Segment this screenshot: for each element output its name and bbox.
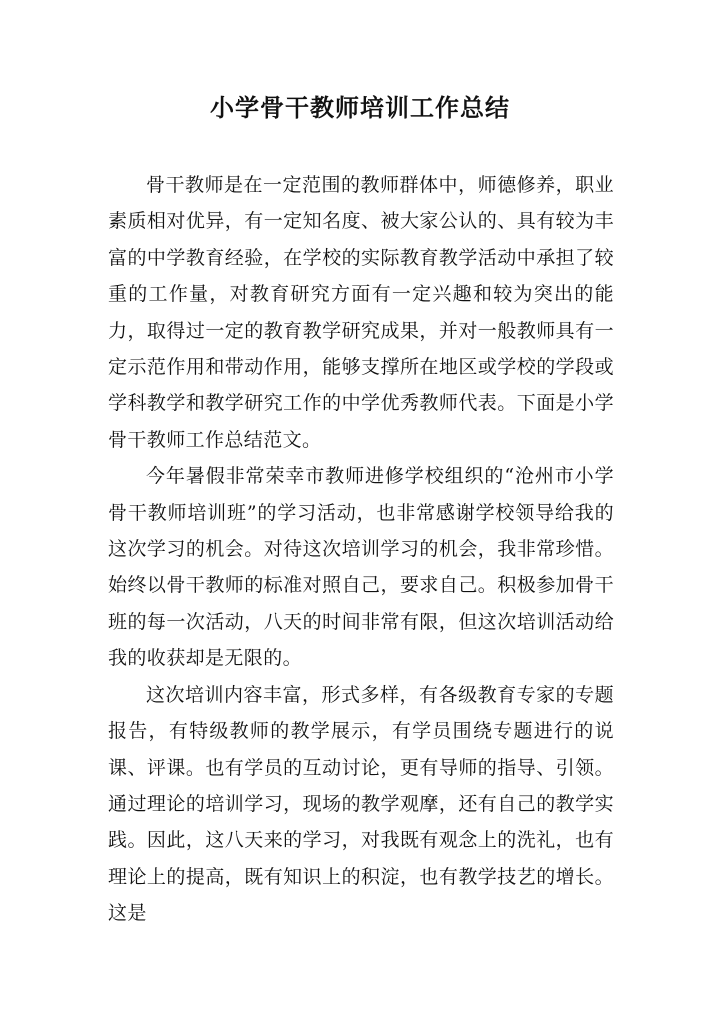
paragraph-training-activity: 今年暑假非常荣幸市教师进修学校组织的“沧州市小学骨干教师培训班”的学习活动，也非常感谢学校领导给我的这次学习的机会。对待这次培训学习的机会，我非常珍惜。始终以骨干教师的标准对照自己，要求自己。积极参加骨干班的每一次活动，八天的时间非常有限，但这次培训活动给我的收获却是无限的。 xyxy=(108,465,614,670)
document-body xyxy=(108,167,614,932)
paragraph-intro: 骨干教师是在一定范围的教师群体中，师德修养，职业素质相对优异，有一定知名度、被大家公认的、具有较为丰富的中学教育经验，在学校的实际教育教学活动中承担了较重的工作量，对教育研究方面有一定兴趣和较为突出的能力，取得过一定的教育教学研究成果，并对一般教师具有一定示范作用和带动作用，能够支撑所在地区或学校的学段或学科教学和教学研究工作的中学优秀教师代表。下面是小学骨干教师工作总结范文。 xyxy=(108,174,614,451)
document-title: 小学骨干教师培训工作总结 xyxy=(210,94,510,122)
paragraph-training-content: 这次培训内容丰富，形式多样，有各级教育专家的专题报告，有特级教师的教学展示，有学员围绕专题进行的说课、评课。也有学员的互动讨论，更有导师的指导、引领。通过理论的培训学习，现场的教学观摩，还有自己的教学实践。因此，这八天来的学习，对我既有观念上的洗礼，也有理论上的提高，既有知识上的积淀，也有教学技艺的增长。这是 xyxy=(108,683,614,925)
